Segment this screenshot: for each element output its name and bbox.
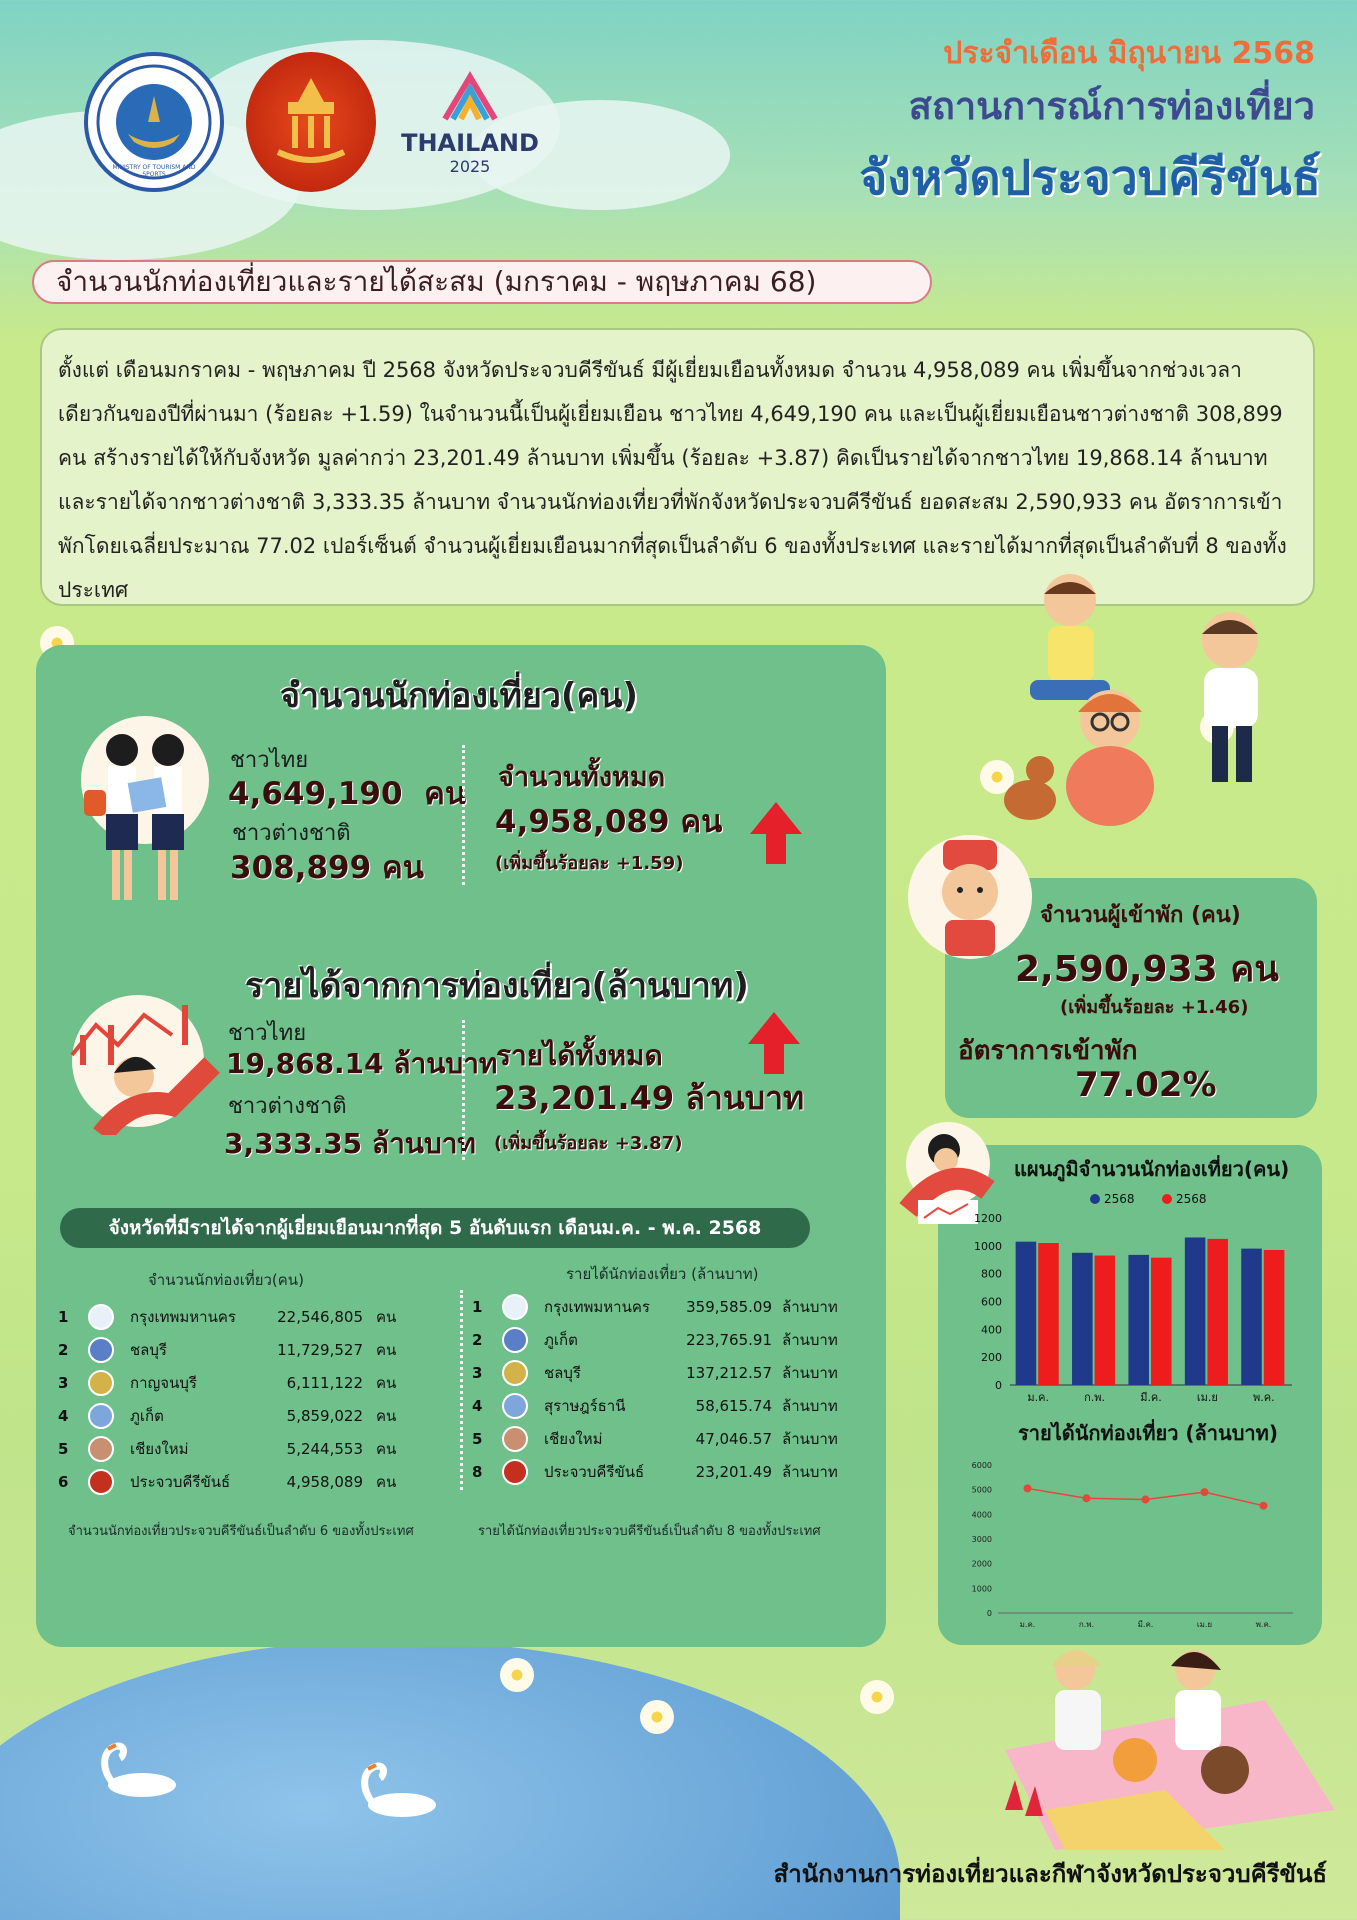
ranking-unit: ล้านบาท <box>782 1430 838 1448</box>
thailand-2025-logo <box>400 52 540 192</box>
ranking-value: 58,615.74 <box>695 1397 772 1415</box>
ranking-row <box>58 1436 418 1462</box>
province-seal-icon <box>88 1337 114 1363</box>
ranking-province-name: ประจวบคีรีขันธ์ <box>130 1473 231 1491</box>
ranking-unit: คน <box>376 1308 397 1326</box>
revenue-total-label: รายได้ทั้งหมด <box>496 1039 663 1072</box>
legend-label: 2568 <box>1104 1192 1135 1206</box>
ranking-value: 359,585.09 <box>686 1298 772 1316</box>
ranking-rank: 2 <box>472 1331 483 1349</box>
report-subtitle: สถานการณ์การท่องเที่ยว <box>908 84 1315 128</box>
divider <box>462 1020 465 1160</box>
ranking-rank: 2 <box>58 1341 69 1359</box>
revenue-total-value: 23,201.49 ล้านบาท <box>494 1079 805 1117</box>
ranking-unit: ล้านบาท <box>782 1331 838 1349</box>
pavilion-icon <box>266 72 356 172</box>
flower-decoration <box>500 1658 534 1692</box>
thailand-logo-icon <box>435 69 505 129</box>
ranking-revenue-table <box>472 1294 862 1504</box>
visitors-thai-label: ชาวไทย <box>230 748 309 773</box>
thailand-logo-text: THAILAND <box>401 128 539 157</box>
province-seal-icon <box>502 1294 528 1320</box>
ranking-visitors-note: จำนวนนักท่องเที่ยวประจวบคีรีขันธ์เป็นลำดับ 6 ของทั้งประเทศ <box>68 1524 414 1539</box>
y-tick-label: 1200 <box>974 1212 1002 1225</box>
x-tick-label: มี.ค. <box>1140 1391 1162 1404</box>
y-tick-label: 600 <box>981 1295 1002 1309</box>
increase-arrow-icon <box>746 1010 802 1076</box>
increase-arrow-icon <box>748 800 804 866</box>
y-tick-label: 0 <box>986 1609 992 1618</box>
data-point <box>1142 1496 1150 1504</box>
ranking-unit: คน <box>376 1473 397 1491</box>
bar <box>1185 1237 1206 1385</box>
province-seal-icon <box>502 1360 528 1386</box>
data-point <box>1024 1484 1032 1492</box>
y-tick-label: 4000 <box>971 1510 992 1520</box>
flower-decoration <box>640 1700 674 1734</box>
revenue-foreign-label: ชาวต่างชาติ <box>228 1094 347 1119</box>
revenue-foreign-value: 3,333.35 ล้านบาท <box>224 1127 476 1160</box>
ranking-visitors-heading: จำนวนนักท่องเที่ยว(คน) <box>148 1271 304 1289</box>
y-tick-label: 1000 <box>974 1239 1002 1253</box>
legend-marker <box>1162 1194 1172 1204</box>
ranking-value: 11,729,527 <box>277 1341 363 1359</box>
thailand-logo-year: 2025 <box>449 156 491 176</box>
ranking-unit: ล้านบาท <box>782 1463 838 1481</box>
province-seal-logo <box>246 52 376 192</box>
visitors-total-label: จำนวนทั้งหมด <box>498 762 666 793</box>
legend-label: 2568 <box>1176 1192 1207 1206</box>
legend-marker <box>1090 1194 1100 1204</box>
ranking-province-name: ประจวบคีรีขันธ์ <box>544 1463 645 1481</box>
intro-paragraph: ตั้งแต่ เดือนมกราคม - พฤษภาคม ปี 2568 จังหวัดประจวบคีรีขันธ์ มีผู้เยี่ยมเยือนทั้งหมด จำนวน 4,958,089 คน เพิ่มขึ้นจากช่วงเวลาเดียวกันของปีที่ผ่านมา (ร้อยละ +1.59) ในจำนวนนี้เป็นผู้เยี่ยมเยือน ชาวไทย 4,649,190 คน และเป็นผู้เยี่ยมเยือนชาวต่างชาติ 308,899 คน สร้างรายได้ให้กับจังหวัด มูลค่ากว่า 23,201.49 ล้านบาท เพิ่มขึ้น (ร้อยละ +3.87) คิดเป็นรายได้จากชาวไทย 19,868.14 ล้านบาท และรายได้จากชาวต่างชาติ 3,333.35 ล้านบาท จำนวนนักท่องเที่ยวที่พักจังหวัดประจวบคีรีขันธ์ ยอดสะสม 2,590,933 คน อัตราการเข้าพักโดยเฉลี่ยประมาณ 77.02 เปอร์เซ็นต์ จำนวนผู้เยี่ยมเยือนมากที่สุดเป็นลำดับ 6 ของทั้งประเทศ และรายได้มากที่สุดเป็นลำดับที่ 8 ของทั้งประเทศ <box>40 328 1315 606</box>
swan-icon <box>350 1760 440 1820</box>
bar <box>1095 1256 1116 1385</box>
province-seal-icon <box>502 1327 528 1353</box>
revenue-line-chart <box>958 1455 1313 1635</box>
occupancy-label: อัตราการเข้าพัก <box>958 1036 1138 1066</box>
revenue-thai-label: ชาวไทย <box>228 1021 307 1046</box>
ranking-rank: 1 <box>472 1298 483 1316</box>
ranking-rank: 1 <box>58 1308 69 1326</box>
ranking-unit: คน <box>376 1440 397 1458</box>
ranking-province-name: ภูเก็ต <box>130 1407 164 1425</box>
ranking-rank: 3 <box>472 1364 483 1382</box>
x-tick-label: ก.พ. <box>1084 1391 1106 1404</box>
ranking-unit: ล้านบาท <box>782 1298 838 1316</box>
divider <box>460 1290 463 1490</box>
line-chart-title: รายได้นักท่องเที่ยว (ล้านบาท) <box>1018 1421 1278 1445</box>
revenue-thai-value: 19,868.14 ล้านบาท <box>226 1047 498 1080</box>
ranking-unit: ล้านบาท <box>782 1397 838 1415</box>
y-tick-label: 200 <box>981 1351 1002 1365</box>
ranking-value: 6,111,122 <box>286 1374 363 1392</box>
province-seal-icon <box>88 1370 114 1396</box>
visitors-total-change: (เพิ่มขึ้นร้อยละ +1.59) <box>495 853 684 874</box>
ranking-rank: 6 <box>58 1473 69 1491</box>
province-seal-icon <box>88 1304 114 1330</box>
ministry-logo <box>84 52 224 192</box>
data-point <box>1201 1488 1209 1496</box>
report-title: จังหวัดประจวบคีรีขันธ์ <box>859 150 1321 206</box>
revenue-total-change: (เพิ่มขึ้นร้อยละ +3.87) <box>494 1133 683 1154</box>
ranking-row <box>472 1393 862 1419</box>
ranking-revenue-note: รายได้นักท่องเที่ยวประจวบคีรีขันธ์เป็นลำดับ 8 ของทั้งประเทศ <box>478 1524 821 1539</box>
ranking-value: 22,546,805 <box>277 1308 363 1326</box>
ranking-rank: 8 <box>472 1463 483 1481</box>
flower-decoration <box>860 1680 894 1714</box>
bar <box>1151 1258 1172 1385</box>
province-seal-icon <box>502 1393 528 1419</box>
x-tick-label: เม.ย <box>1196 1620 1213 1629</box>
ranking-row <box>472 1360 862 1386</box>
x-tick-label: พ.ค. <box>1255 1620 1272 1629</box>
y-tick-label: 2000 <box>971 1559 992 1569</box>
ranking-unit: คน <box>376 1341 397 1359</box>
children-illustration <box>990 570 1320 840</box>
swan-icon <box>90 1740 180 1800</box>
y-tick-label: 800 <box>981 1267 1002 1281</box>
x-tick-label: พ.ค. <box>1252 1391 1275 1404</box>
ranking-unit: ล้านบาท <box>782 1364 838 1382</box>
y-tick-label: 3000 <box>971 1535 992 1544</box>
ranking-row <box>472 1327 862 1353</box>
ranking-row <box>58 1304 418 1330</box>
ranking-province-name: กรุงเทพมหานคร <box>130 1308 236 1326</box>
stay-value: 2,590,933 คน <box>1015 949 1279 990</box>
bar <box>1264 1250 1285 1385</box>
y-tick-label: 5000 <box>971 1485 992 1495</box>
ranking-province-name: เชียงใหม่ <box>544 1430 603 1448</box>
ministry-logo-text: MINISTRY OF TOURISM AND SPORTS <box>112 164 196 178</box>
province-seal-icon <box>88 1403 114 1429</box>
ranking-value: 223,765.91 <box>686 1331 772 1349</box>
ranking-value: 5,244,553 <box>286 1440 363 1458</box>
ranking-row <box>472 1426 862 1452</box>
data-point <box>1260 1502 1268 1510</box>
ranking-province-name: กาญจนบุรี <box>130 1374 197 1392</box>
ranking-row <box>58 1370 418 1396</box>
ranking-visitors-table <box>58 1304 418 1514</box>
ranking-revenue-heading: รายได้นักท่องเที่ยว (ล้านบาท) <box>566 1265 759 1283</box>
students-illustration <box>60 710 230 910</box>
bar-chart-title: แผนภูมิจำนวนนักท่องเที่ยว(คน) <box>1014 1157 1290 1181</box>
province-seal-icon <box>88 1469 114 1495</box>
ranking-unit: คน <box>376 1407 397 1425</box>
x-tick-label: มี.ค. <box>1137 1620 1154 1629</box>
ranking-row <box>472 1294 862 1320</box>
ranking-heading: จังหวัดที่มีรายได้จากผู้เยี่ยมเยือนมากที่สุด 5 อันดับแรก เดือนม.ค. - พ.ค. 2568 <box>60 1208 810 1248</box>
ranking-row <box>58 1403 418 1429</box>
stay-change: (เพิ่มขึ้นร้อยละ +1.46) <box>1060 997 1249 1018</box>
ranking-province-name: สุราษฎร์ธานี <box>544 1397 626 1415</box>
ranking-province-name: ชลบุรี <box>544 1364 581 1382</box>
ranking-value: 23,201.49 <box>695 1463 772 1481</box>
bar <box>1072 1253 1093 1385</box>
bar <box>1207 1239 1228 1385</box>
bar <box>1241 1249 1262 1385</box>
x-tick-label: ม.ค. <box>1019 1620 1036 1629</box>
revenue-heading: รายได้จากการท่องเที่ยว(ล้านบาท) <box>245 966 749 1006</box>
ranking-rank: 4 <box>58 1407 69 1425</box>
ranking-province-name: ชลบุรี <box>130 1341 167 1359</box>
province-seal-icon <box>502 1459 528 1485</box>
ranking-province-name: ภูเก็ต <box>544 1331 578 1349</box>
province-seal-icon <box>502 1426 528 1452</box>
x-tick-label: ก.พ. <box>1078 1620 1095 1629</box>
report-month: ประจำเดือน มิถุนายน 2568 <box>943 36 1315 71</box>
ranking-row <box>472 1459 862 1485</box>
visitors-total-value: 4,958,089 คน <box>495 804 723 840</box>
y-tick-label: 1000 <box>971 1584 992 1594</box>
data-point <box>1083 1494 1091 1502</box>
ranking-value: 5,859,022 <box>286 1407 363 1425</box>
stay-heading: จำนวนผู้เข้าพัก (คน) <box>1040 903 1241 928</box>
picnic-illustration <box>985 1640 1345 1850</box>
ranking-value: 137,212.57 <box>686 1364 772 1382</box>
ranking-value: 4,958,089 <box>286 1473 363 1491</box>
ranking-rank: 3 <box>58 1374 69 1392</box>
ranking-value: 47,046.57 <box>695 1430 772 1448</box>
woman-chart-illustration <box>62 985 222 1135</box>
province-seal-icon <box>88 1436 114 1462</box>
visitors-foreign-value: 308,899 คน <box>230 850 424 886</box>
visitors-heading: จำนวนนักท่องเที่ยว(คน) <box>280 676 638 716</box>
bar <box>1128 1255 1149 1385</box>
visitors-bar-chart <box>960 1188 1310 1413</box>
occupancy-value: 77.02% <box>1075 1065 1217 1105</box>
ranking-row <box>58 1337 418 1363</box>
x-tick-label: เม.ย <box>1196 1391 1218 1404</box>
visitors-thai-value: 4,649,190 คน <box>228 776 467 812</box>
y-tick-label: 6000 <box>971 1461 992 1470</box>
ranking-rank: 5 <box>472 1430 483 1448</box>
ranking-unit: คน <box>376 1374 397 1392</box>
section-title: จำนวนนักท่องเที่ยวและรายได้สะสม (มกราคม - พฤษภาคม 68) <box>32 260 932 304</box>
bar <box>1016 1242 1037 1385</box>
ranking-province-name: เชียงใหม่ <box>130 1440 189 1458</box>
y-tick-label: 400 <box>981 1323 1002 1337</box>
x-tick-label: ม.ค. <box>1027 1391 1050 1404</box>
ranking-rank: 5 <box>58 1440 69 1458</box>
footer-agency: สำนักงานการท่องเที่ยวและกีฬาจังหวัดประจวบคีรีขันธ์ <box>773 1860 1327 1888</box>
ranking-rank: 4 <box>472 1397 483 1415</box>
divider <box>462 745 465 885</box>
y-tick-label: 0 <box>995 1379 1002 1392</box>
visitors-foreign-label: ชาวต่างชาติ <box>232 821 351 846</box>
ranking-province-name: กรุงเทพมหานคร <box>544 1298 650 1316</box>
ranking-row <box>58 1469 418 1495</box>
bar <box>1038 1243 1059 1385</box>
